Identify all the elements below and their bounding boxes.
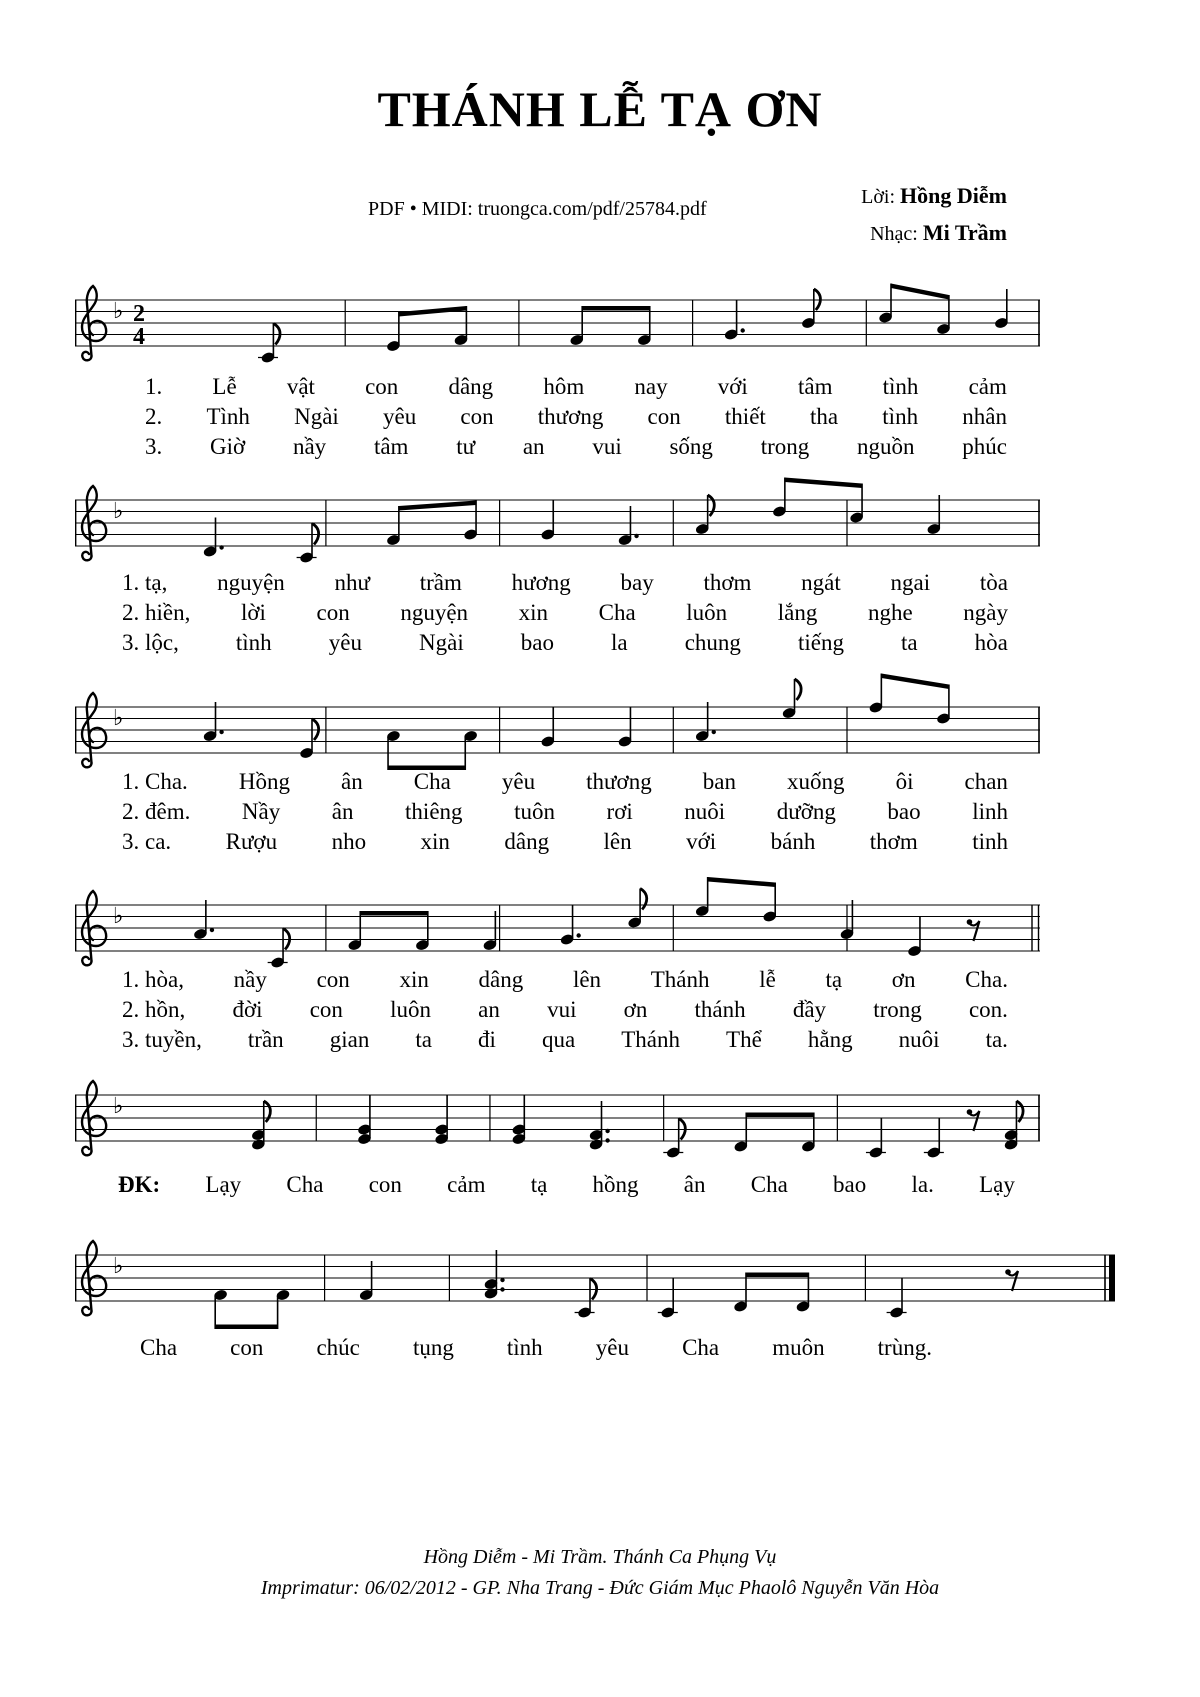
note [453, 306, 468, 346]
lyric-syllable: tòa [979, 570, 1008, 595]
lyric-syllable: tâm [373, 434, 409, 459]
lyric-syllable: tuôn [514, 799, 555, 824]
lyric-syllable: ân [341, 769, 363, 794]
flat-key-signature-icon: ♭ [113, 706, 124, 731]
music-author: Mi Trầm [922, 220, 1007, 245]
lyric-syllable: trùng. [877, 1335, 932, 1360]
note [878, 284, 893, 324]
lyric-syllable: 3. lộc, [122, 630, 179, 655]
lyric-syllable: con [647, 404, 681, 429]
lyric-syllable: con [368, 1172, 402, 1197]
lyric-syllable: ơn [891, 967, 916, 992]
lyric-syllable: Cha [286, 1172, 324, 1197]
lyric-syllable: nhân [962, 404, 1007, 429]
note [627, 889, 647, 929]
lyric-syllable: hôm [543, 374, 585, 399]
lyric-syllable: tình [882, 374, 919, 399]
lyric-syllable: nay [634, 374, 668, 399]
lyric-syllable: qua [541, 1027, 576, 1052]
lyric-syllable: 2. hiền, [122, 600, 191, 625]
lyric-syllable: xin [518, 600, 549, 625]
lyric-syllable: luôn [686, 600, 728, 625]
note [193, 900, 214, 940]
lyric-syllable: ôi [895, 769, 914, 794]
lyric-syllable: Lạy [205, 1172, 242, 1197]
lyric-syllable: vui [592, 434, 622, 459]
flat-key-signature-icon: ♭ [113, 904, 124, 929]
lyric-syllable: Ngài [419, 630, 464, 655]
lyric-syllable: lên [572, 967, 602, 992]
note [463, 501, 478, 541]
lyric-syllable: nầy [292, 434, 327, 459]
pdf-midi-link-line: PDF • MIDI: truongca.com/pdf/25784.pdf [368, 198, 707, 220]
lyric-syllable: hòa [974, 630, 1008, 655]
staff-6 [75, 1235, 1115, 1335]
note [251, 1101, 271, 1151]
verse-block-1-line-2 [145, 404, 1007, 430]
lyric-syllable: hương [511, 570, 571, 595]
note [203, 518, 224, 558]
eighth-rest-icon [967, 919, 980, 941]
lyric-syllable: ta [901, 630, 918, 655]
lyric-syllable: tư [456, 434, 476, 459]
note [926, 495, 941, 535]
lyric-syllable: tha [810, 404, 839, 429]
lyric-syllable: thánh [694, 997, 746, 1022]
lyric-syllable: xuống [787, 769, 845, 794]
note [733, 1273, 748, 1313]
lyric-syllable: bánh [770, 829, 816, 854]
lyric-syllable: đầy [792, 997, 827, 1022]
lyric-syllable: thiết [724, 404, 766, 429]
time-signature: 4 [133, 324, 145, 350]
note [415, 911, 430, 951]
footer [0, 1542, 1200, 1604]
lyric-syllable: dâng [504, 829, 550, 854]
note [275, 1289, 290, 1329]
lyric-syllable: trần [247, 1027, 284, 1052]
lyric-syllable: tâm [797, 374, 833, 399]
lyric-syllable: thiêng [405, 799, 463, 824]
note [801, 1113, 816, 1153]
chorus-line-1 [118, 1172, 1015, 1198]
note [663, 1119, 685, 1159]
lyric-syllable: cảm [968, 374, 1007, 399]
note [887, 1279, 907, 1319]
lyric-syllable: bao [887, 799, 921, 824]
lyric-syllable: muôn [772, 1335, 825, 1360]
lyric-syllable: tình [235, 630, 272, 655]
lyrics-credit-label: Lời: [861, 186, 896, 208]
lyric-syllable: nguồn [857, 434, 915, 459]
verse-block-2-line-1 [122, 570, 1008, 596]
lyric-syllable: tạ [825, 967, 843, 992]
note [569, 306, 584, 346]
lyric-syllable: yêu [501, 769, 536, 794]
staff-1 [75, 280, 1040, 380]
flat-key-signature-icon: ♭ [113, 1094, 124, 1119]
lyric-syllable: Cha [140, 1335, 178, 1360]
note [297, 524, 319, 564]
lyric-syllable: nghe [867, 600, 913, 625]
lyric-syllable: con. [968, 997, 1008, 1022]
time-signature: 2 [133, 301, 145, 327]
flat-key-signature-icon: ♭ [113, 499, 124, 524]
lyric-syllable: dâng [478, 967, 524, 992]
verse-block-1-line-3 [145, 434, 1007, 460]
lyric-syllable: bao [520, 630, 554, 655]
lyric-syllable: nguyện [217, 570, 285, 595]
note [868, 674, 883, 714]
note [695, 495, 715, 535]
note [994, 289, 1009, 329]
lyric-syllable: 2. hồn, [122, 997, 186, 1022]
lyric-syllable: lắng [777, 600, 818, 625]
note [782, 679, 802, 719]
lyric-syllable: 3. tuyền, [122, 1027, 202, 1052]
lyric-syllable: xin [420, 829, 450, 854]
lyrics-author: Hồng Diễm [900, 183, 1007, 208]
lyric-syllable: an [522, 434, 545, 459]
lyric-syllable: hằng [807, 1027, 853, 1052]
eighth-rest-icon [1005, 1269, 1018, 1291]
note [772, 478, 787, 518]
lyric-syllable: ơn [623, 997, 648, 1022]
lyric-syllable: 3. [145, 434, 163, 459]
note [936, 685, 951, 725]
lyric-syllable: la [611, 630, 628, 655]
verse-block-2-line-2 [122, 600, 1008, 626]
lyric-syllable: Thánh [621, 1027, 680, 1052]
note [213, 1289, 228, 1329]
lyric-syllable: ngai [890, 570, 931, 595]
lyric-syllable: con [460, 404, 494, 429]
verse-block-3-line-1 [122, 769, 1008, 795]
lyric-syllable: Cha [750, 1172, 788, 1197]
lyric-syllable: 2. đêm. [122, 799, 191, 824]
note [540, 708, 555, 748]
lyric-syllable: yêu [595, 1335, 629, 1360]
note [762, 883, 777, 923]
lyric-syllable: nuôi [898, 1027, 940, 1052]
lyric-syllable: lời [240, 600, 266, 625]
note [386, 506, 401, 546]
lyric-syllable: con [316, 600, 350, 625]
lyric-syllable: gian [329, 1027, 370, 1052]
note [434, 1096, 449, 1146]
lyric-syllable: thơm [869, 829, 918, 854]
lyric-syllable: chan [964, 769, 1008, 794]
note [1004, 1101, 1024, 1151]
note [258, 324, 280, 364]
note [540, 501, 555, 541]
note [482, 911, 497, 951]
verse-block-4-line-2 [122, 997, 1008, 1023]
lyric-syllable: ngày [963, 600, 1008, 625]
note [589, 1101, 610, 1151]
note [386, 730, 401, 770]
lyric-syllable: với [717, 374, 748, 399]
note [907, 917, 922, 957]
lyric-syllable: 2. [145, 404, 163, 429]
lyric-syllable: 1. [145, 374, 163, 399]
lyric-syllable: 1. tạ, [122, 570, 168, 595]
footer-line-1: Hồng Diễm - Mi Trầm. Thánh Ca Phụng Vụ [423, 1546, 777, 1568]
lyric-syllable: dâng [448, 374, 494, 399]
lyric-syllable: tinh [972, 829, 1008, 854]
lyric-syllable: Nầy [241, 799, 281, 824]
lyric-syllable: Giờ [210, 434, 246, 459]
lyric-syllable: Ngài [294, 404, 339, 429]
lyric-syllable: phúc [962, 434, 1007, 459]
lyric-syllable: tình [506, 1335, 543, 1360]
lyric-syllable: rơi [606, 799, 633, 824]
lyric-syllable: đời [232, 997, 263, 1022]
lyric-syllable: la. [911, 1172, 934, 1197]
lyric-syllable: ân [683, 1172, 706, 1197]
note [357, 1096, 372, 1146]
staff-5 [75, 1075, 1040, 1175]
lyric-syllable: Thánh [650, 967, 710, 992]
lyric-syllable: Thể [726, 1027, 762, 1052]
lyric-syllable: con [309, 997, 343, 1022]
flat-key-signature-icon: ♭ [113, 299, 124, 324]
note [866, 1119, 886, 1159]
lyric-syllable: nho [331, 829, 367, 854]
lyric-syllable: Rượu [225, 829, 278, 854]
lyric-syllable: tình [882, 404, 919, 429]
lyric-syllable: con [316, 967, 350, 992]
lyric-syllable: dưỡng [776, 799, 836, 824]
note [733, 1113, 748, 1153]
staff-2 [75, 480, 1040, 580]
note [268, 929, 290, 969]
lyric-syllable: ban [702, 769, 736, 794]
lyric-syllable: hồng [592, 1172, 639, 1197]
lyric-syllable: bay [620, 570, 654, 595]
note [618, 506, 639, 546]
verse-block-4-line-1 [122, 967, 1008, 993]
lyric-syllable: Lễ [212, 374, 237, 399]
lyric-syllable: ta. [985, 1027, 1008, 1052]
lyric-syllable: 3. ca. [122, 829, 172, 854]
lyric-syllable: Tình [206, 404, 250, 429]
lyric-syllable: với [686, 829, 717, 854]
verse-block-3-line-3 [122, 829, 1008, 855]
lyric-syllable: nguyện [400, 600, 469, 625]
note [575, 1279, 597, 1319]
note [347, 911, 362, 951]
verse-block-2-line-3 [122, 630, 1008, 656]
verse-block-4-line-3 [122, 1027, 1008, 1053]
flat-key-signature-icon: ♭ [113, 1254, 124, 1279]
lyric-syllable: 1. Cha. [122, 769, 188, 794]
lyric-syllable: con [230, 1335, 264, 1360]
lyric-syllable: tiếng [797, 630, 844, 655]
lyric-syllable: như [334, 570, 371, 595]
note [511, 1096, 526, 1146]
lyric-syllable: sống [669, 434, 713, 459]
note [849, 484, 864, 524]
lyric-syllable: chung [684, 630, 741, 655]
lyric-syllable: tạ [530, 1172, 548, 1197]
lyric-syllable: Cha [598, 600, 636, 625]
lyric-syllable: yêu [328, 630, 362, 655]
lyric-syllable: nuôi [684, 799, 726, 824]
lyric-syllable: Lạy [979, 1172, 1015, 1197]
lyric-syllable: trong [760, 434, 810, 459]
lyric-syllable: luôn [390, 997, 431, 1022]
note [695, 877, 710, 917]
lyric-syllable: đi [478, 1027, 496, 1052]
lyric-syllable: nầy [233, 967, 267, 992]
eighth-rest-icon [967, 1109, 980, 1131]
lyric-syllable: con [365, 374, 399, 399]
chorus-line-2 [140, 1335, 932, 1361]
lyric-syllable: lên [603, 829, 632, 854]
lyric-syllable: trầm [419, 570, 462, 595]
note [795, 1273, 810, 1313]
lyric-syllable: vui [547, 997, 577, 1022]
note [386, 312, 401, 352]
note [203, 702, 224, 742]
lyric-syllable: linh [972, 799, 1008, 824]
page-title: THÁNH LỄ TẠ ƠN [377, 81, 823, 137]
note [463, 730, 478, 770]
note [618, 708, 633, 748]
lyric-syllable: thơm [703, 570, 752, 595]
lyric-syllable: cảm [447, 1172, 486, 1197]
lyric-syllable: ân [331, 799, 354, 824]
verse-block-1-line-1 [145, 374, 1007, 400]
lyric-syllable: lễ [759, 967, 776, 992]
lyric-syllable: thương [537, 404, 604, 429]
lyric-syllable: yêu [382, 404, 417, 429]
lyric-syllable: ta [415, 1027, 432, 1052]
lyric-syllable: Cha [413, 769, 451, 794]
lyric-syllable: thương [586, 769, 652, 794]
note [658, 1279, 678, 1319]
lyric-syllable: bao [833, 1172, 867, 1197]
lyric-syllable: an [478, 997, 500, 1022]
lyric-syllable: Cha [682, 1335, 720, 1360]
note [936, 295, 951, 335]
verse-block-3-line-2 [122, 799, 1008, 825]
lyric-syllable: Hồng [238, 769, 290, 794]
lyric-syllable: xin [399, 967, 429, 992]
note [924, 1119, 944, 1159]
note [359, 1261, 374, 1301]
lyric-syllable: Cha. [965, 967, 1008, 992]
lyric-syllable: tụng [412, 1335, 454, 1360]
note [483, 1250, 504, 1300]
lyric-syllable: ngát [801, 570, 841, 595]
lyric-syllable: vật [286, 374, 315, 399]
footer-line-2: Imprimatur: 06/02/2012 - GP. Nha Trang - Đức Giám Mục Phaolô Nguyễn Văn Hòa [260, 1577, 940, 1599]
lyric-syllable: trong [873, 997, 922, 1022]
music-credit-label: Nhạc: [870, 223, 918, 245]
note [637, 306, 652, 346]
lyric-syllable: 1. hòa, [122, 967, 184, 992]
chorus-label: ĐK: [118, 1172, 161, 1197]
note [695, 702, 716, 742]
lyric-syllable: chúc [316, 1335, 360, 1360]
